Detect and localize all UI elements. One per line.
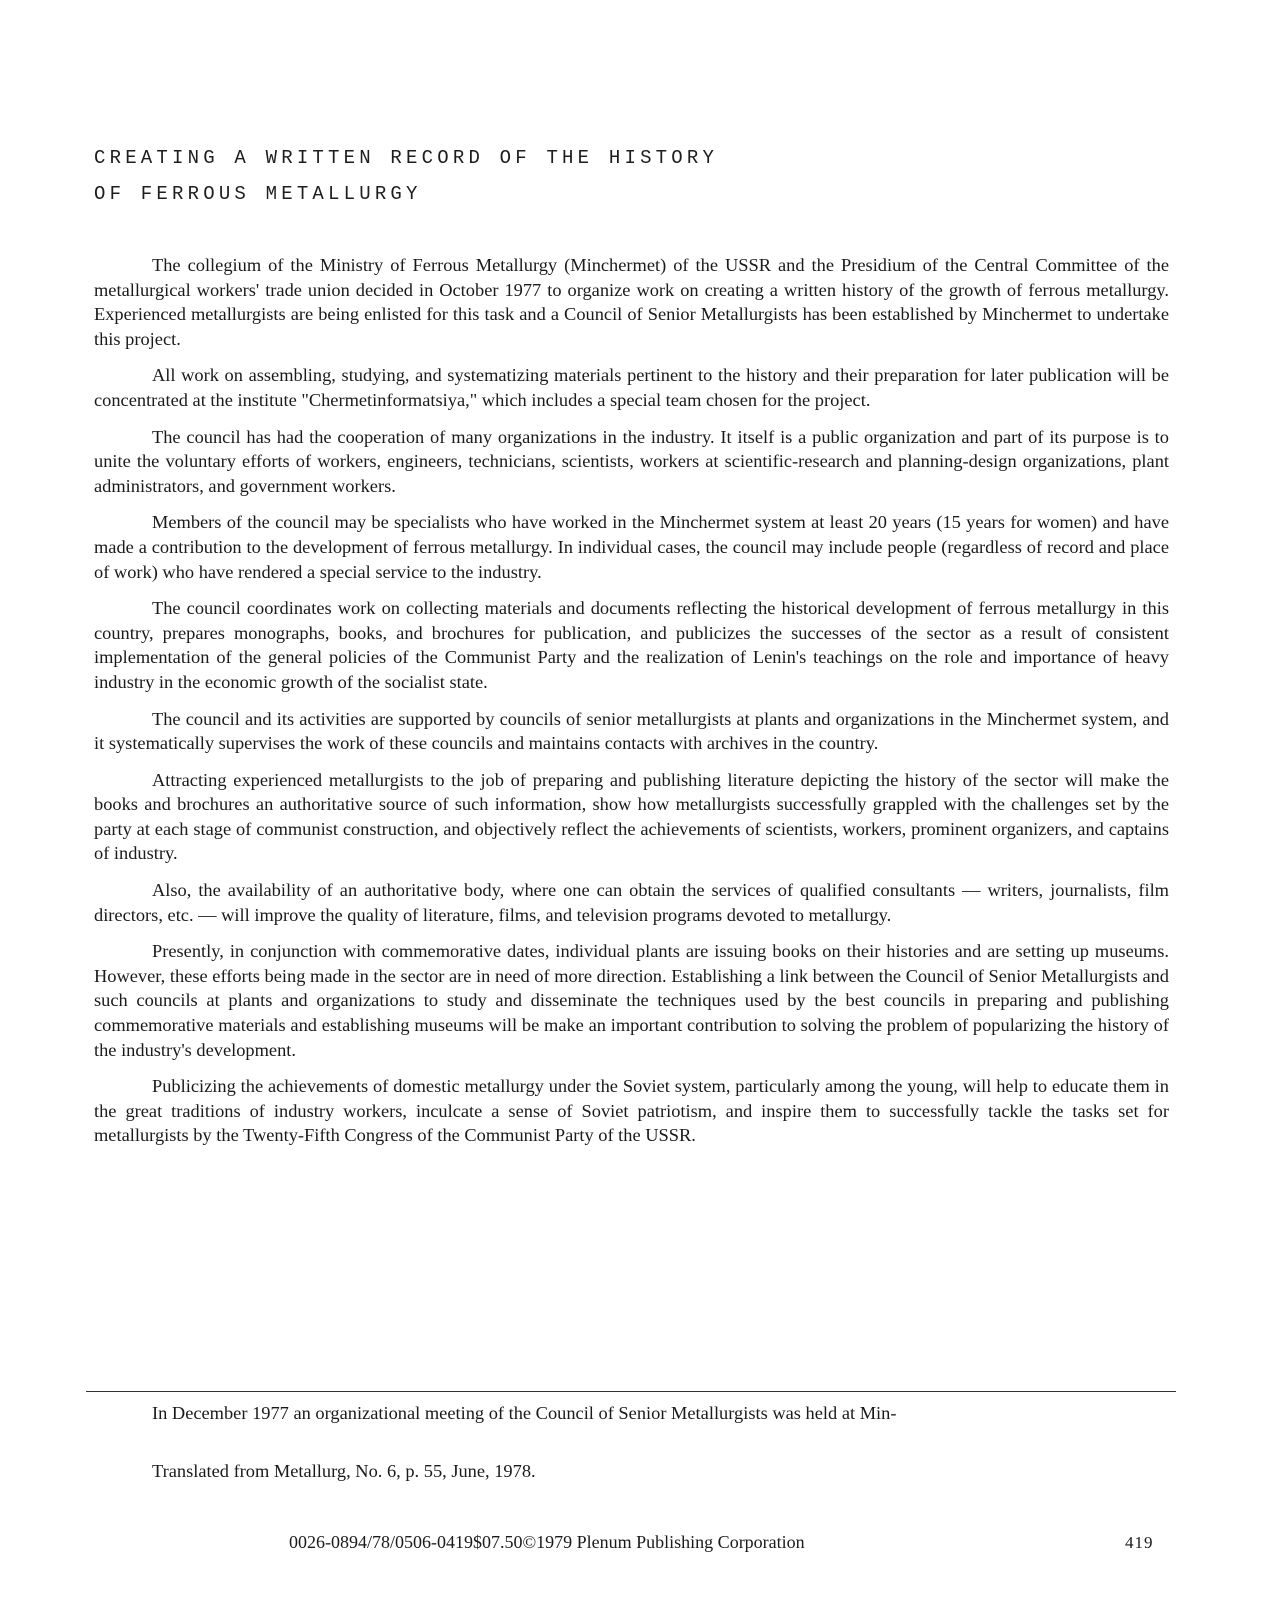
body-paragraph-6: The council and its activities are supported by councils of senior metallurgists at plants and organizations in the Minchermet system, and it systematically supervises the work of these councils and maintains contacts with archives in the country. xyxy=(94,708,1169,754)
body-paragraph-2: All work on assembling, studying, and systematizing materials pertinent to the history and their preparation for later publication will be concentrated at the institute "Chermetinformatsiya," which includes a special team chosen for the project. xyxy=(94,365,1169,410)
page-number: 419 xyxy=(1125,1533,1154,1552)
body-paragraph-10: Publicizing the achievements of domestic metallurgy under the Soviet system, particularly among the young, will help to educate them in the great traditions of industry workers, inculcate a sense of Soviet patriotism, and inspire them to successfully tackle the tasks set for metallurgists by the Twenty-Fifth Congress of the Communist Party of the USSR. xyxy=(94,1076,1169,1146)
body-paragraph-7: Attracting experienced metallurgists to the job of preparing and publishing literature depicting the history of the sector will make the books and brochures an authoritative source of such information, show how metallurgists successfully grappled with the challenges set by the party at each stage of communist construction, and objectively reflect the achievements of scientists, workers, prominent organizers, and captains of industry. xyxy=(94,769,1169,864)
body-paragraph-4: Members of the council may be specialists who have worked in the Minchermet system at least 20 years (15 years for women) and have made a contribution to the development of ferrous metallurgy. In individual cases, the council may include people (regardless of record and place of work) who have rendered a special service to the industry. xyxy=(94,512,1169,582)
article-title-line-2: OF FERROUS METALLURGY xyxy=(94,183,422,205)
translation-source-note: Translated from Metallurg, No. 6, p. 55, June, 1978. xyxy=(152,1461,536,1481)
continued-text-line: In December 1977 an organizational meeting of the Council of Senior Metallurgists was held at Min- xyxy=(152,1403,897,1423)
body-paragraph-5: The council coordinates work on collecting materials and documents reflecting the historical development of ferrous metallurgy in this country, prepares monographs, books, and brochures for publication, and publicizes the successes of the sector as a result of consistent implementation of the general policies of the Communist Party and the realization of Lenin's teachings on the role and importance of heavy industry in the economic growth of the socialist state. xyxy=(94,598,1169,692)
body-paragraph-3: The council has had the cooperation of many organizations in the industry. It itself is a public organization and part of its purpose is to unite the voluntary efforts of workers, engineers, technicians, scientists, workers at scientific-research and planning-design organizations, plant administrators, and government workers. xyxy=(94,426,1169,496)
publisher-imprint: 0026-0894/78/0506-0419$07.50©1979 Plenum Publishing Corporation xyxy=(289,1532,805,1552)
body-paragraph-8: Also, the availability of an authoritative body, where one can obtain the services of qualified consultants — writers, journalists, film directors, etc. — will improve the quality of literature, films, and television programs devoted to metallurgy. xyxy=(94,880,1169,925)
article-title xyxy=(94,140,718,212)
article-body xyxy=(94,253,1169,1160)
article-title-line-1: CREATING A WRITTEN RECORD OF THE HISTORY xyxy=(94,147,719,169)
footnote-divider xyxy=(86,1391,1176,1392)
body-paragraph-9: Presently, in conjunction with commemorative dates, individual plants are issuing books on their histories and are setting up museums. However, these efforts being made in the sector are in need of more direction. Establishing a link between the Council of Senior Metallurgists and such councils at plants and organizations to study and disseminate the techniques used by the best councils in preparing and publishing commemorative materials and establishing museums will be make an important contribution to solving the problem of popularizing the history of the industry's development. xyxy=(94,941,1169,1060)
body-paragraph-1: The collegium of the Ministry of Ferrous Metallurgy (Minchermet) of the USSR and the Presidium of the Central Committee of the metallurgical workers' trade union decided in October 1977 to organize work on creating a written history of the growth of ferrous metallurgy. Experienced metallurgists are being enlisted for this task and a Council of Senior Metallurgists has been established by Minchermet to undertake this project. xyxy=(94,255,1169,349)
